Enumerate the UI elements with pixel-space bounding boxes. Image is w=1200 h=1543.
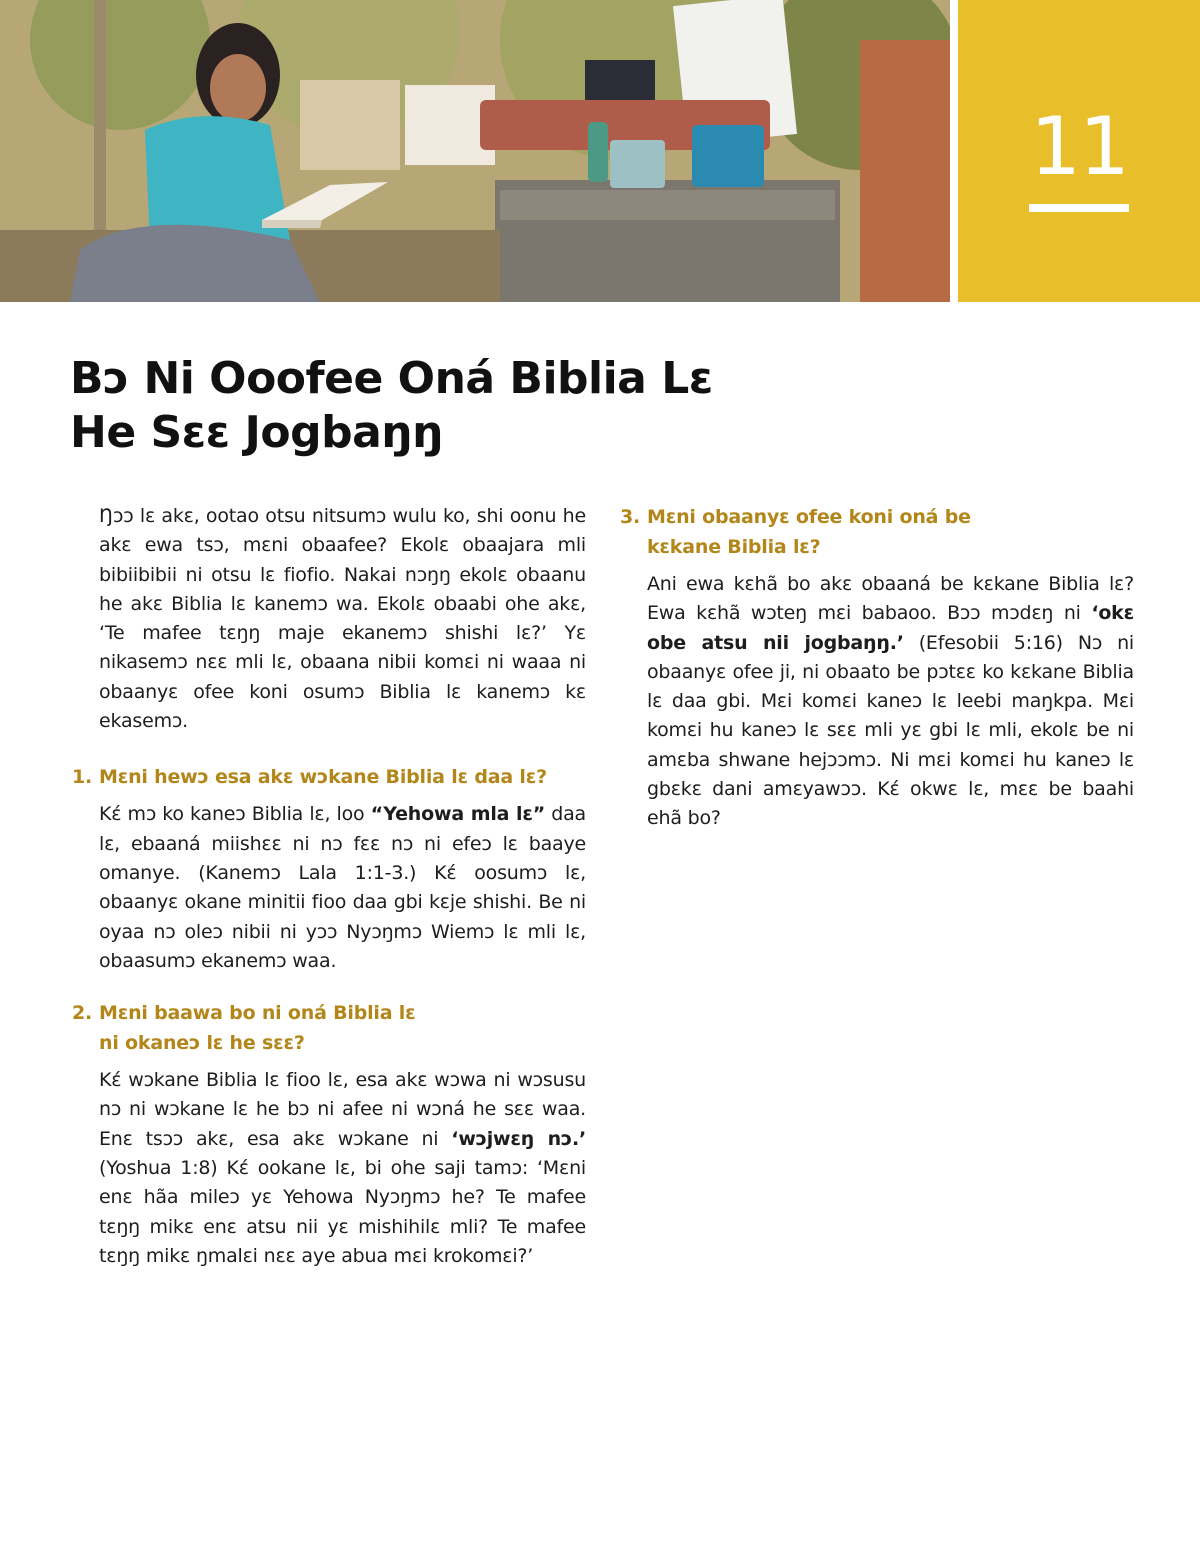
section-1-title: Mɛni hewɔ esa akɛ wɔkane Biblia lɛ daa lɛ? bbox=[99, 766, 547, 789]
section-3-text-b: (Efesobii 5:16) Nɔ ni obaanyɛ ofee ji, ni obaato be pɔtɛɛ ko kɛkane Biblia lɛ daa gbi. Mɛi komɛi kaneɔ lɛ leebi maŋkpa. Mɛi komɛi hu kaneɔ lɛ sɛɛ mli yɛ gbi lɛ mli, ekolɛ be ni amɛba shwane hejɔɔmɔ. Ni mɛi komɛi hu kaneɔ lɛ gbɛkɛ dani amɛyawɔɔ. Kɛ́ okwɛ lɛ, mɛɛ be baahi ehã bo? bbox=[647, 631, 1134, 830]
section-2-heading bbox=[72, 998, 586, 1058]
section-1-heading bbox=[72, 762, 586, 792]
chapter-underline bbox=[1029, 204, 1129, 212]
section-2-bold: ‘wɔjwɛŋ nɔ.’ bbox=[451, 1127, 586, 1150]
section-1-bold: “Yehowa mla lɛ” bbox=[370, 803, 546, 826]
section-3-title-line-1: Mɛni obaanyɛ ofee koni oná be bbox=[647, 506, 971, 528]
section-2-number: 2. bbox=[72, 1002, 93, 1025]
title-line-1: Bɔ Ni Ooofee Oná Biblia Lɛ bbox=[70, 353, 713, 404]
page-title bbox=[70, 352, 830, 460]
section-3-text-a: Ani ewa kɛhã bo akɛ obaaná be kɛkane Biblia lɛ? Ewa kɛhã wɔteŋ mɛi babaoo. Bɔɔ mɔdɛŋ ni bbox=[647, 573, 1134, 625]
chapter-badge bbox=[958, 0, 1200, 302]
chapter-number: 11 bbox=[1030, 100, 1128, 193]
section-3-title-line-2: kɛkane Biblia lɛ? bbox=[647, 536, 821, 558]
section-2-title bbox=[99, 998, 586, 1058]
title-line-2: He Sɛɛ Jogbaŋŋ bbox=[70, 407, 443, 458]
section-2-title-line-2: ni okaneɔ lɛ he sɛɛ? bbox=[99, 1032, 305, 1055]
section-1-number: 1. bbox=[72, 766, 93, 789]
section-3-heading bbox=[620, 502, 1134, 562]
section-2-text-b: (Yoshua 1:8) Kɛ́ ookane lɛ, bi ohe saji tamɔ: ‘Mɛni enɛ hãa mileɔ yɛ Yehowa Nyɔŋmɔ he? Te mafee tɛŋŋ mikɛ enɛ atsu nii yɛ mishihilɛ mli? Te mafee tɛŋŋ mikɛ ŋmalɛi nɛɛ aye abua mɛi krokomɛi?’ bbox=[99, 1157, 586, 1267]
section-2-title-line-1: Mɛni baawa bo ni oná Biblia lɛ bbox=[99, 1002, 416, 1025]
section-2-text-a: Kɛ́ wɔkane Biblia lɛ fioo lɛ, esa akɛ wɔwa ni wɔsusu nɔ ni wɔkane lɛ he bɔ ni afee ni wɔná he sɛɛ waa. Enɛ tsɔɔ akɛ, esa akɛ wɔkane ni bbox=[99, 1069, 586, 1150]
section-3-bold: ‘okɛ obe atsu nii jogbaŋŋ.’ bbox=[647, 602, 1134, 654]
section-3-title bbox=[647, 502, 1134, 562]
section-3-paragraph bbox=[647, 570, 1134, 834]
section-1-paragraph bbox=[99, 800, 586, 976]
intro-paragraph: Ŋɔɔ lɛ akɛ, ootao otsu nitsumɔ wulu ko, shi oonu he akɛ ewa tsɔ, mɛni obaafee? Ekolɛ obaajara mli bibiibibii ni otsu lɛ fiofio. Nakai nɔŋŋ ekolɛ obaanu he akɛ Biblia lɛ kanemɔ wa. Ekolɛ obaabi ohe akɛ, ‘Te mafee tɛŋŋ maje ekanemɔ shishi lɛ?’ Yɛ nikasemɔ nɛɛ mli lɛ, obaana nibii komɛi ni waaa ni obaanyɛ ofee koni osumɔ Biblia lɛ kanemɔ kɛ ekasemɔ. bbox=[99, 505, 586, 733]
hero-photo bbox=[0, 0, 950, 302]
hero-illustration bbox=[0, 0, 950, 302]
left-column bbox=[72, 502, 586, 1271]
right-column bbox=[620, 502, 1134, 834]
section-3-number: 3. bbox=[620, 506, 641, 528]
section-1-text-b: daa lɛ, ebaaná miishɛɛ ni nɔ fɛɛ nɔ ni efeɔ lɛ baaye omanye. (Kanemɔ Lala 1:1-3.) Kɛ́ oosumɔ lɛ, obaanyɛ okane minitii fioo daa gbi kɛje shishi. Be ni oyaa nɔ oleɔ nibii ni yɔɔ Nyɔŋmɔ Wiemɔ lɛ mli lɛ, obaasumɔ ekanemɔ waa. bbox=[99, 803, 586, 972]
section-1-text-a: Kɛ́ mɔ ko kaneɔ Biblia lɛ, loo bbox=[99, 803, 371, 826]
section-2-paragraph bbox=[99, 1066, 586, 1271]
